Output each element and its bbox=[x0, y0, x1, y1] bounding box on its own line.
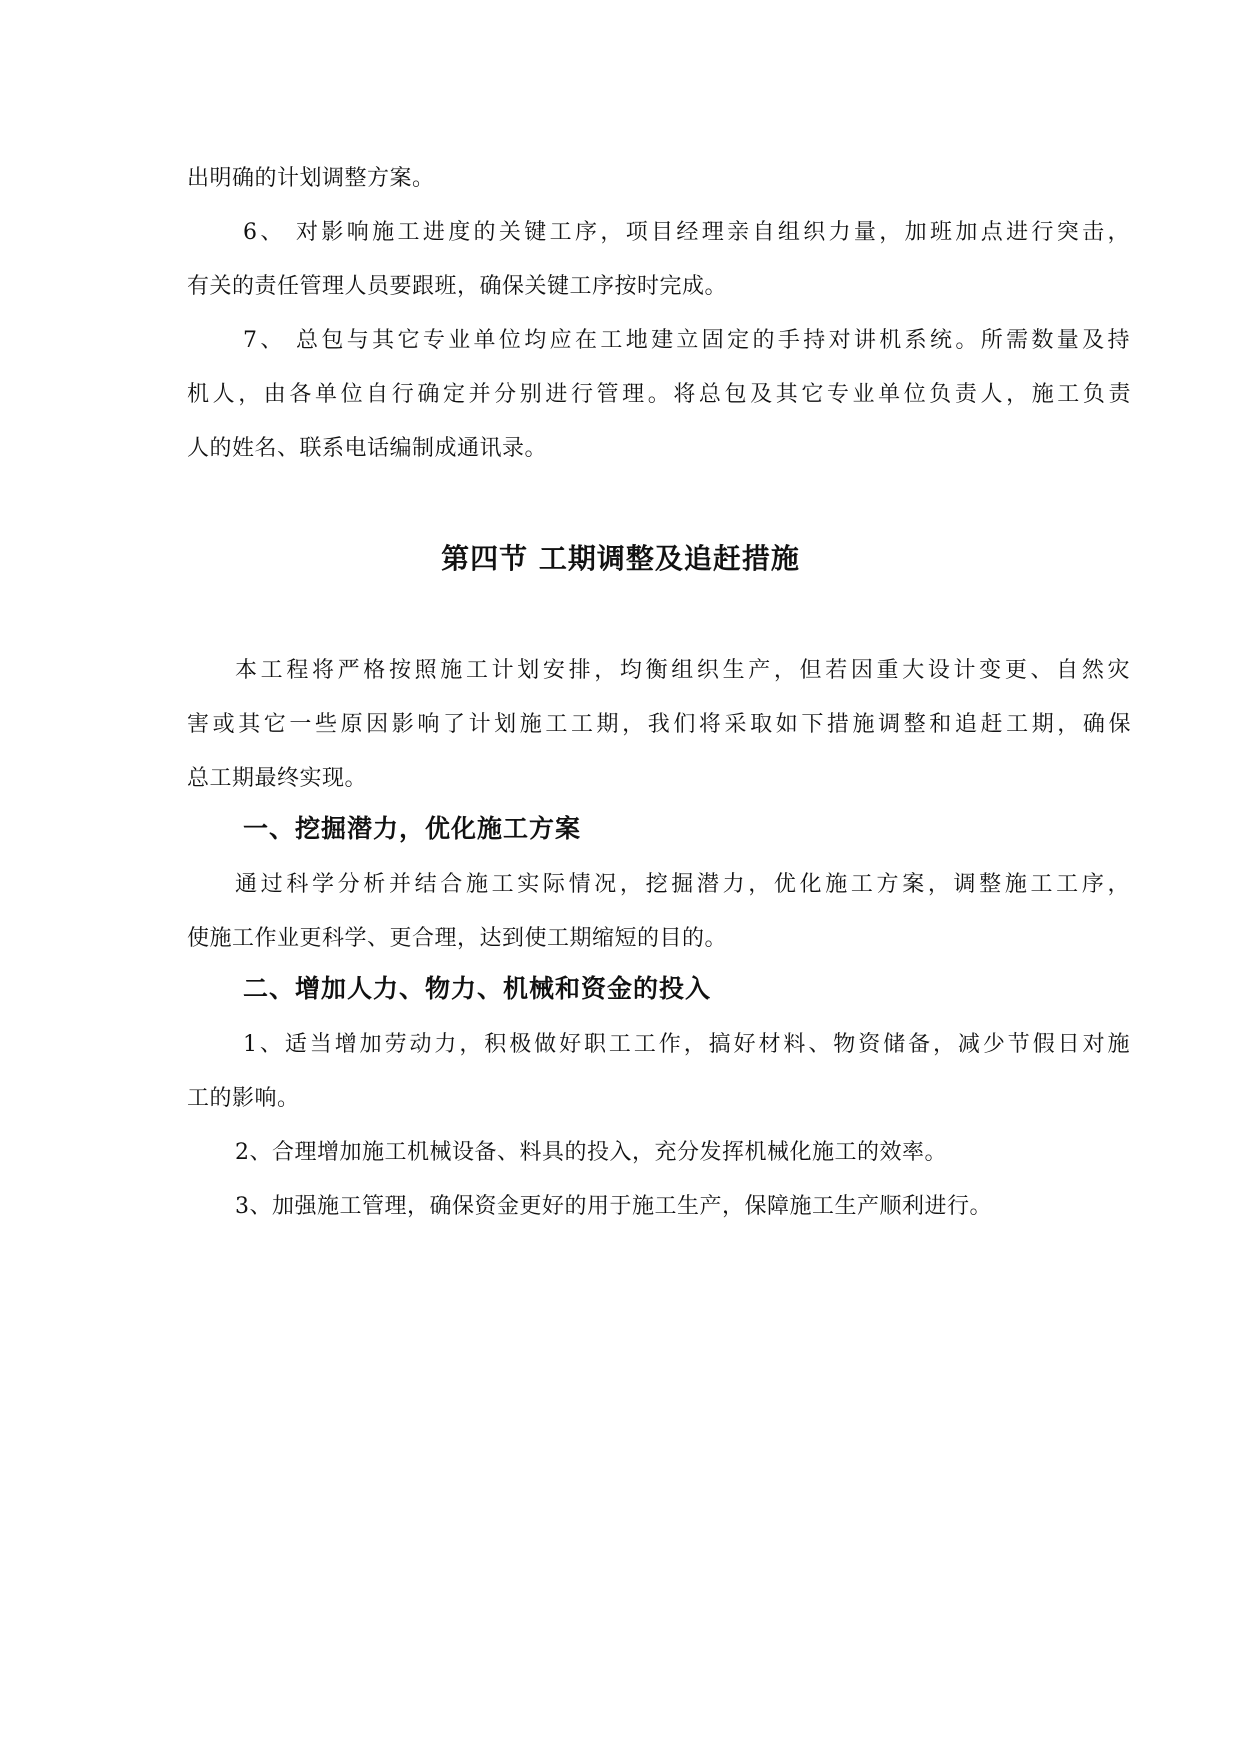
continuation-line: 出明确的计划调整方案。 bbox=[187, 166, 435, 191]
part-1-line-1: 通过科学分析并结合施工实际情况，挖掘潜力，优化施工方案，调整施工工序， bbox=[235, 872, 1130, 897]
part-2-heading: 二、增加人力、物力、机械和资金的投入 bbox=[243, 974, 712, 1003]
part-1-line-2: 使施工作业更科学、更合理，达到使工期缩短的目的。 bbox=[187, 926, 728, 951]
part-1-heading: 一、挖掘潜力，优化施工方案 bbox=[243, 814, 582, 843]
item-7-line-1: 7、 总包与其它专业单位均应在工地建立固定的手持对讲机系统。所需数量及持 bbox=[243, 328, 1130, 353]
item-6-line-1: 6、 对影响施工进度的关键工序，项目经理亲自组织力量，加班加点进行突击， bbox=[243, 220, 1130, 245]
part-2-item-1-line-2: 工的影响。 bbox=[187, 1086, 300, 1111]
part-2-item-1-line-1: 1、适当增加劳动力，积极做好职工工作，搞好材料、物资储备，减少节假日对施 bbox=[243, 1032, 1130, 1057]
section-title: 第四节 工期调整及追赶措施 bbox=[441, 542, 800, 575]
item-7-line-3: 人的姓名、联系电话编制成通讯录。 bbox=[187, 436, 548, 461]
item-6-line-2: 有关的责任管理人员要跟班，确保关键工序按时完成。 bbox=[187, 274, 728, 299]
intro-line-2: 害或其它一些原因影响了计划施工工期，我们将采取如下措施调整和追赶工期，确保 bbox=[187, 712, 1131, 737]
part-2-item-2: 2、合理增加施工机械设备、料具的投入，充分发挥机械化施工的效率。 bbox=[235, 1140, 947, 1165]
part-2-item-3: 3、加强施工管理，确保资金更好的用于施工生产，保障施工生产顺利进行。 bbox=[235, 1194, 992, 1219]
intro-line-1: 本工程将严格按照施工计划安排，均衡组织生产，但若因重大设计变更、自然灾 bbox=[235, 658, 1130, 683]
intro-line-3: 总工期最终实现。 bbox=[187, 766, 368, 791]
item-7-line-2: 机人，由各单位自行确定并分别进行管理。将总包及其它专业单位负责人，施工负责 bbox=[187, 382, 1131, 407]
